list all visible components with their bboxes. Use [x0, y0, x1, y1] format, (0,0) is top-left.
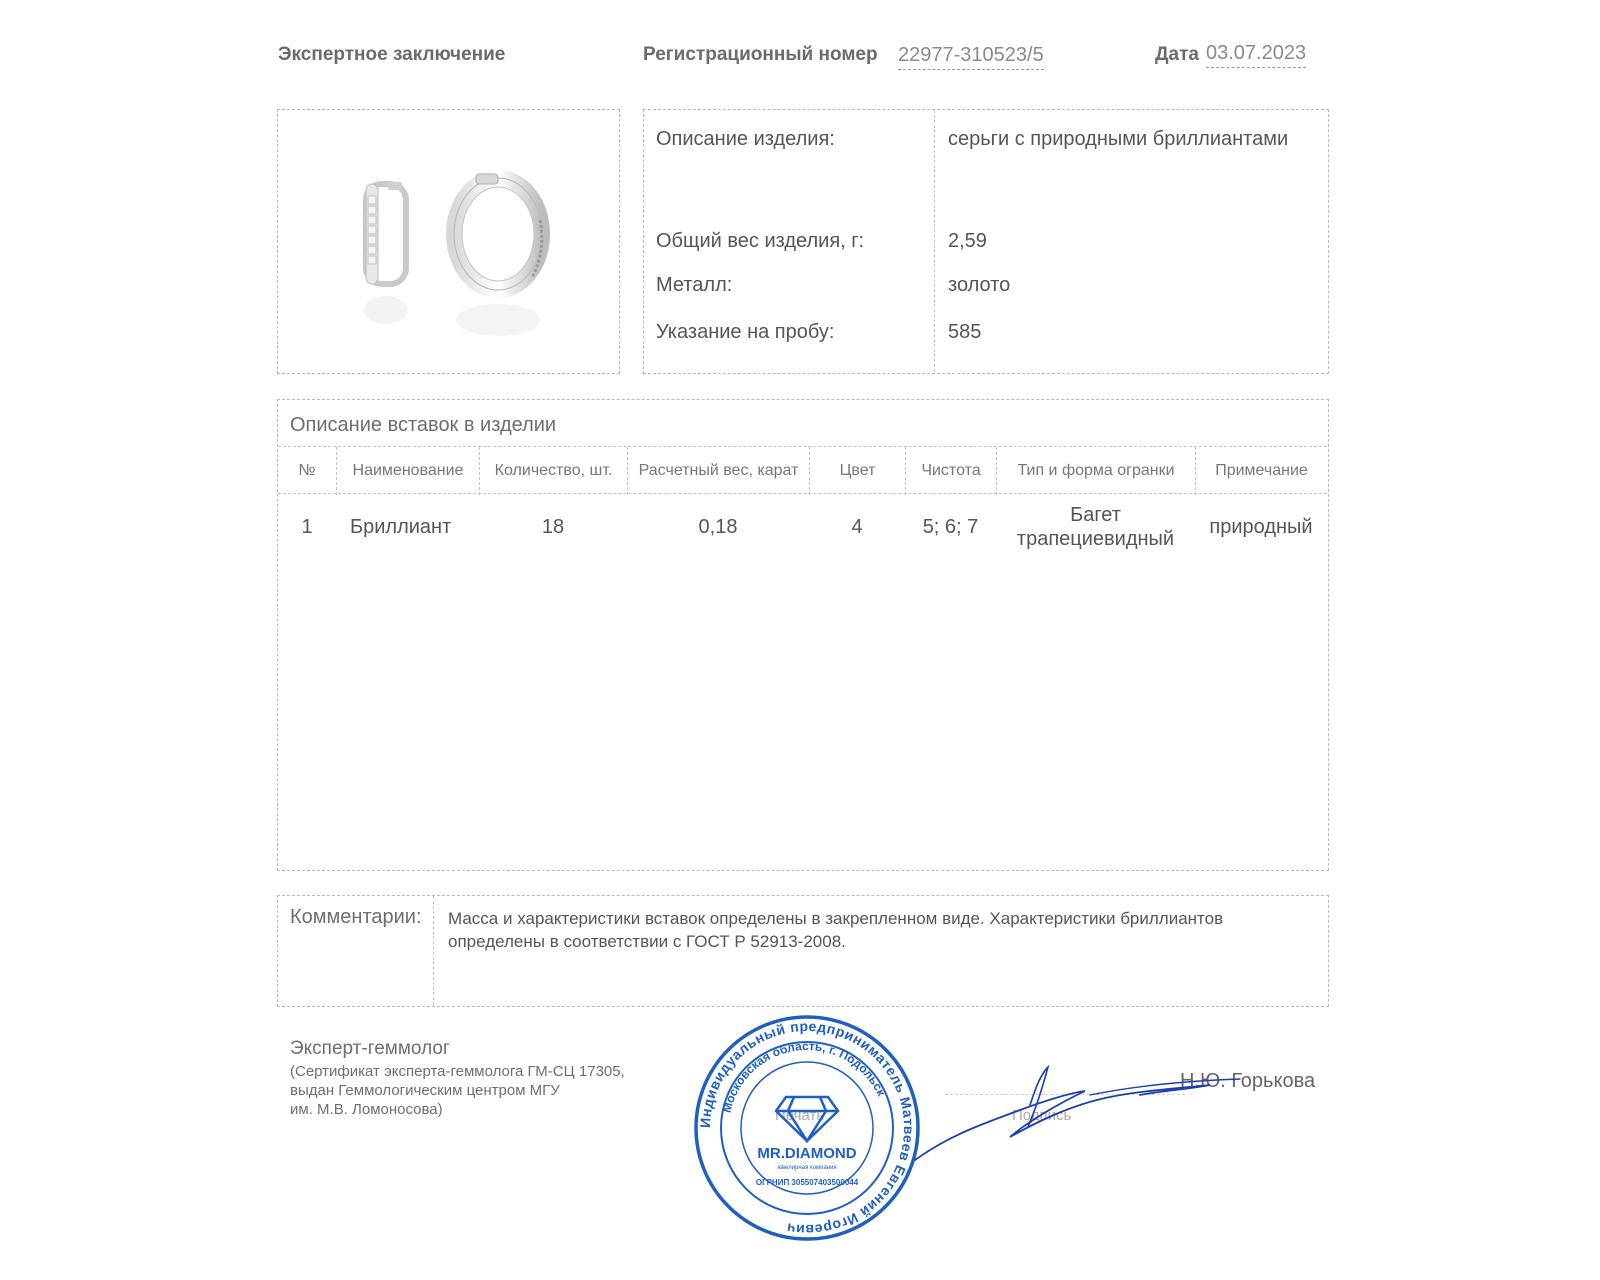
comments-label: Комментарии:: [290, 906, 422, 928]
info-value-description: серьги с природными бриллиантами: [948, 128, 1289, 150]
earrings-image: [278, 110, 621, 375]
signer-name: Н.Ю. Горькова: [1180, 1070, 1316, 1092]
company-seal: [692, 1013, 922, 1243]
col-header-quantity: Количество, шт.: [479, 447, 627, 495]
cell-number: 1: [301, 516, 313, 538]
info-label-metal: Металл:: [656, 274, 733, 296]
col-header-cut: Тип и форма огранки: [996, 447, 1195, 495]
cell-cut: Багет трапециевидный: [1016, 504, 1175, 550]
info-label-weight: Общий вес изделия, г:: [656, 230, 865, 252]
svg-text:Индивидуальный предприниматель: Индивидуальный предприниматель Матвеев Евгений Игоревич: [696, 1017, 918, 1239]
info-value-metal: золото: [948, 274, 1011, 296]
expert-certificate-line-2: выдан Геммологическим центром МГУ: [290, 1082, 560, 1099]
comments-text: Масса и характеристики вставок определены в закрепленном виде. Характеристики бриллиантов определены в соответствии с ГОСТ Р 52913-2008.: [448, 909, 1224, 951]
svg-text:ювелирная компания: ювелирная компания: [777, 1165, 837, 1171]
inserts-title: Описание вставок в изделии: [290, 414, 557, 436]
info-value-weight: 2,59: [948, 230, 987, 252]
date-label: Дата: [1155, 44, 1199, 65]
cell-name: Бриллиант: [350, 516, 452, 538]
left-earring: [364, 182, 408, 324]
date-value: 03.07.2023: [1206, 42, 1306, 68]
inserts-header-row: [278, 446, 1327, 494]
svg-text:ОГРНИП 305507403500044: ОГРНИП 305507403500044: [755, 1178, 859, 1187]
info-label-hallmark: Указание на пробу:: [656, 321, 835, 343]
comments-divider: [433, 896, 434, 1005]
col-header-note: Примечание: [1195, 447, 1327, 495]
cell-weight: 0,18: [698, 516, 738, 538]
handwritten-signature: [910, 1065, 1250, 1175]
expert-title: Эксперт-геммолог: [290, 1038, 450, 1059]
col-header-clarity: Чистота: [905, 447, 996, 495]
svg-text:Московская область, г. Подольс: Московская область, г. Подольск: [719, 1038, 889, 1115]
svg-text:MR.DIAMOND: MR.DIAMOND: [757, 1145, 857, 1162]
cell-quantity: 18: [541, 516, 565, 538]
comments-box: [277, 895, 1329, 1007]
expert-certificate-line-1: (Сертификат эксперта-геммолога ГМ-СЦ 17305,: [290, 1063, 625, 1080]
info-label-description: Описание изделия:: [656, 128, 835, 150]
expert-certificate-line-3: им. М.В. Ломоносова): [290, 1101, 443, 1118]
right-earring: [454, 174, 542, 336]
product-image-box: [277, 109, 620, 374]
table-row: [278, 497, 1327, 557]
col-header-weight: Расчетный вес, карат: [627, 447, 809, 495]
col-header-name: Наименование: [336, 447, 479, 495]
info-value-hallmark: 585: [948, 321, 982, 343]
inserts-box: [277, 399, 1329, 871]
col-header-color: Цвет: [809, 447, 905, 495]
seal-label: Печать: [775, 1107, 825, 1124]
cell-clarity: 5; 6; 7: [922, 516, 979, 538]
registration-label: Регистрационный номер: [643, 44, 878, 65]
signature-label: Подпись: [1012, 1107, 1072, 1124]
cell-color: 4: [851, 516, 863, 538]
document-title: Экспертное заключение: [278, 44, 506, 65]
col-header-number: №: [298, 462, 316, 479]
cell-note: природный: [1209, 516, 1313, 538]
product-info-box: [643, 109, 1329, 374]
registration-number: 22977-310523/5: [898, 44, 1044, 70]
info-column-divider: [934, 110, 935, 372]
